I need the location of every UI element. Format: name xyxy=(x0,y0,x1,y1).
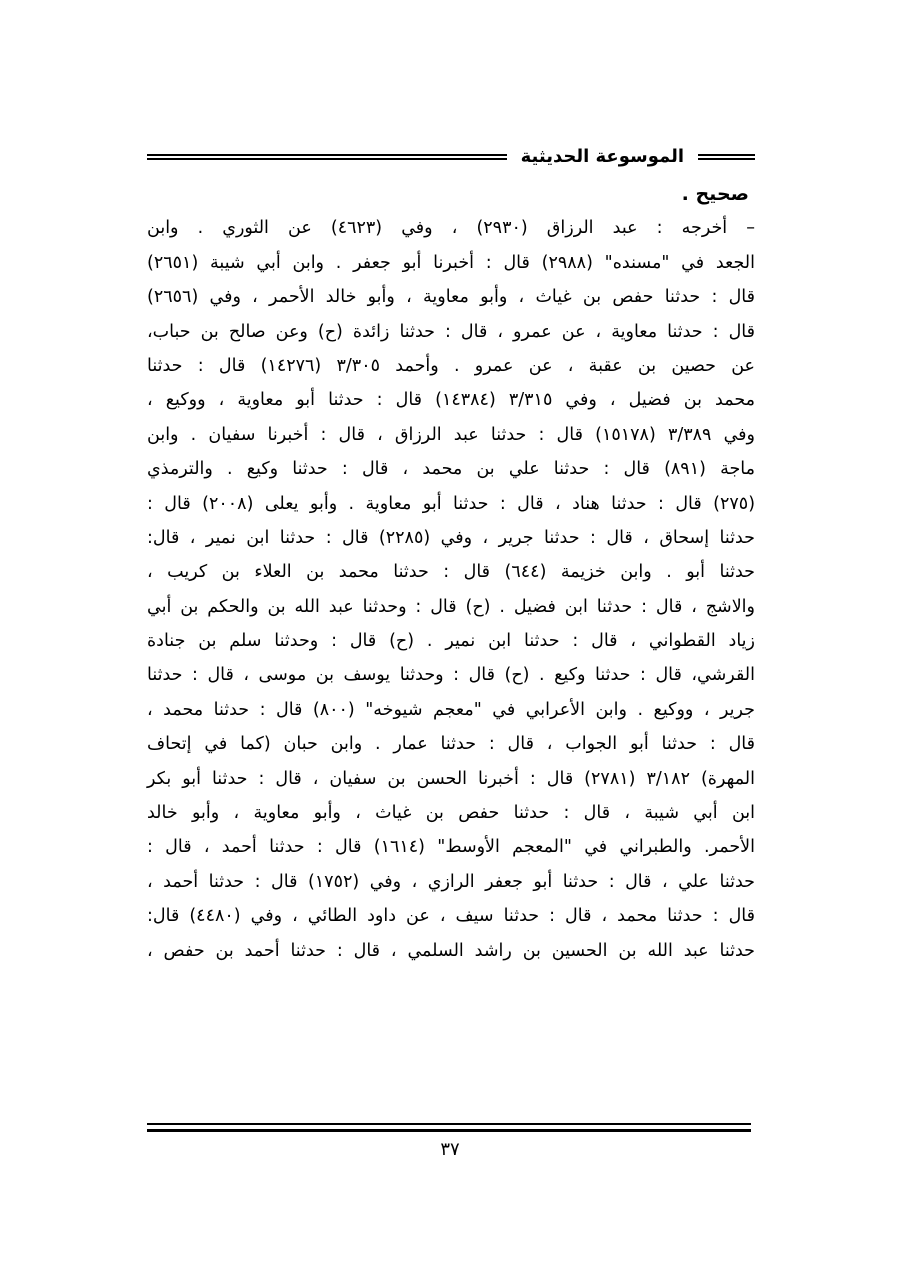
body-text xyxy=(147,177,755,968)
header-rule-left xyxy=(147,154,507,160)
text-line: قال : حدثنا معاوية ، عن عمرو ، قال : حدثنا زائدة (ح) وعن صالح بن حباب، xyxy=(147,321,755,342)
footer-rule xyxy=(147,1123,751,1132)
text-line: حدثنا أبو . وابن خزيمة (٦٤٤) قال : حدثنا محمد بن العلاء بن كريب ، xyxy=(147,562,755,583)
text-line: قال : حدثنا أبو الجواب ، قال : حدثنا عمار . وابن حبان (كما في إتحاف xyxy=(147,734,755,755)
text-line: (٢٧٥) قال : حدثنا هناد ، قال : حدثنا أبو معاوية . وأبو يعلى (٢٠٠٨) قال : xyxy=(147,493,756,514)
text-line: الجعد في "مسنده" (٢٩٨٨) قال : أخبرنا أبو جعفر . وابن أبي شيبة (٢٦٥١) xyxy=(147,252,755,273)
header-rule-right xyxy=(698,154,755,160)
text-line: زياد القطواني ، قال : حدثنا ابن نمير . (ح) قال : وحدثنا سلم بن جنادة xyxy=(147,631,755,652)
text-line: ابن أبي شيبة ، قال : حدثنا حفص بن غياث ، وأبو معاوية ، وأبو خالد xyxy=(147,803,755,824)
page-number: ٣٧ xyxy=(440,1139,460,1160)
text-line: حدثنا إسحاق ، قال : حدثنا جرير ، وفي (٢٢٨٥) قال : حدثنا ابن نمير ، قال: xyxy=(147,527,755,548)
text-line: المهرة) ٣/١٨٢ (٢٧٨١) قال : أخبرنا الحسن بن سفيان ، قال : حدثنا أبو بكر xyxy=(147,768,756,789)
text-line: جرير ، ووكيع . وابن الأعرابي في "معجم شيوخه" (٨٠٠) قال : حدثنا محمد ، xyxy=(147,699,755,720)
text-line: محمد بن فضيل ، وفي ٣/٣١٥ (١٤٣٨٤) قال : حدثنا أبو معاوية ، ووكيع ، xyxy=(147,390,756,411)
grading-status: صحيح . xyxy=(681,183,749,205)
text-line: قال : حدثنا حفص بن غياث ، وأبو معاوية ، وأبو خالد الأحمر ، وفي (٢٦٥٦) xyxy=(147,287,755,308)
text-line: قال : حدثنا محمد ، قال : حدثنا سيف ، عن داود الطائي ، وفي (٤٤٨٠) قال: xyxy=(147,906,755,927)
text-line: وفي ٣/٣٨٩ (١٥١٧٨) قال : حدثنا عبد الرزاق ، قال : أخبرنا سفيان . وابن xyxy=(147,424,755,445)
text-line: القرشي، قال : حدثنا وكيع . (ح) قال : وحدثنا يوسف بن موسى ، قال : حدثنا xyxy=(147,665,755,686)
text-line: حدثنا علي ، قال : حدثنا أبو جعفر الرازي ، وفي (١٧٥٢) قال : حدثنا أحمد ، xyxy=(147,871,755,892)
text-line: عن حصين بن عقبة ، عن عمرو . وأحمد ٣/٣٠٥ (١٤٢٧٦) قال : حدثنا xyxy=(147,355,755,376)
text-line: الأحمر. والطبراني في "المعجم الأوسط" (١٦١٤) قال : حدثنا أحمد ، قال : xyxy=(147,837,755,858)
text-line: حدثنا عبد الله بن الحسين بن راشد السلمي ، قال : حدثنا أحمد بن حفص ، xyxy=(147,940,755,961)
running-header-title: الموسوعة الحديثية xyxy=(520,146,684,167)
text-line: – أخرجه : عبد الرزاق (٢٩٣٠) ، وفي (٤٦٢٣) عن الثوري . وابن xyxy=(147,218,755,239)
text-line: ماجة (٨٩١) قال : حدثنا علي بن محمد ، قال : حدثنا وكيع . والترمذي xyxy=(147,459,756,480)
text-line: والاشج ، قال : حدثنا ابن فضيل . (ح) قال : وحدثنا عبد الله بن والحكم بن أبي xyxy=(147,596,755,617)
running-header xyxy=(147,142,755,172)
